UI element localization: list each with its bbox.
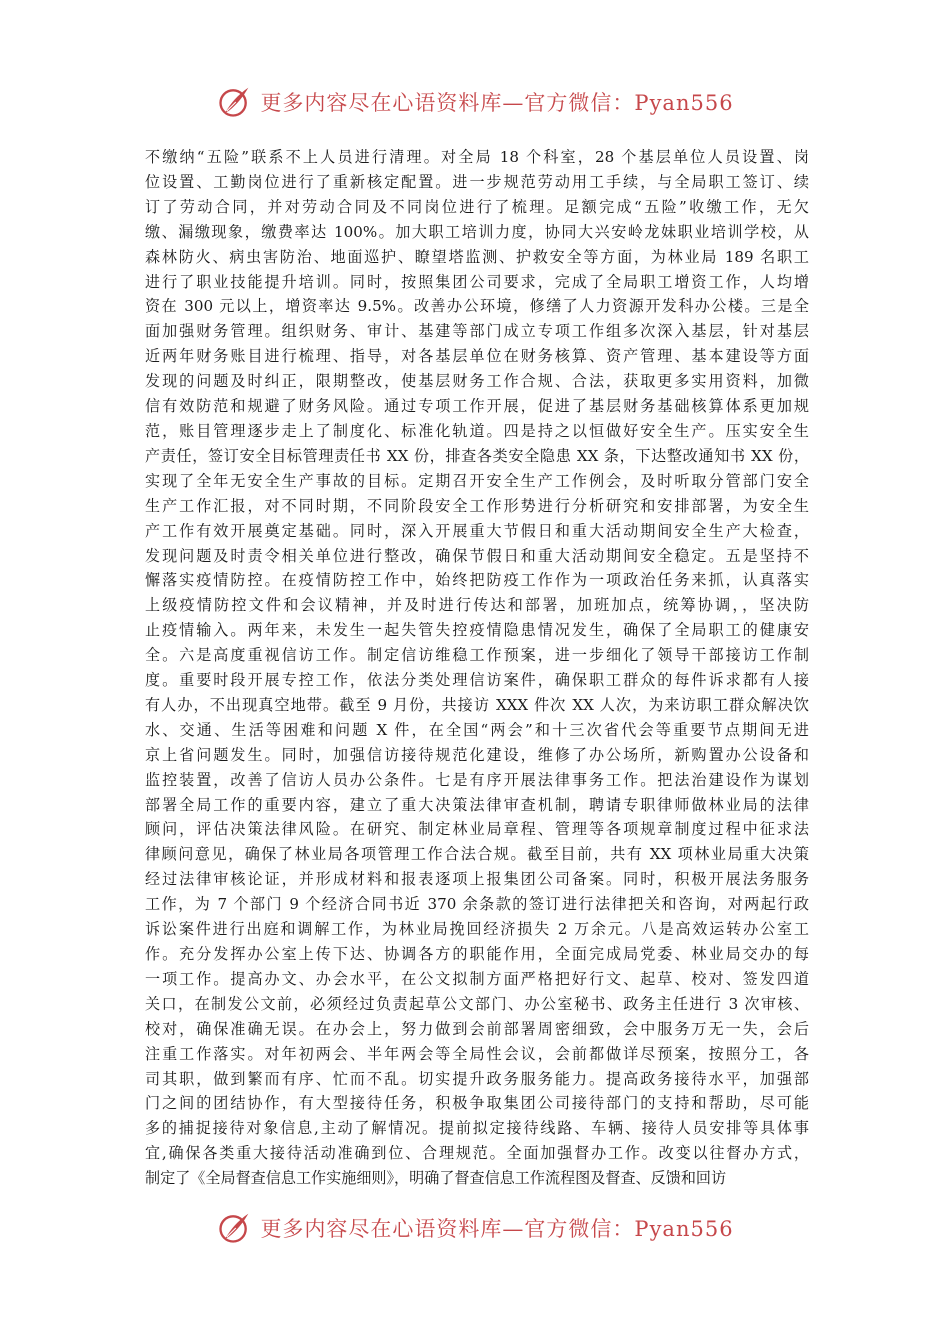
document-line: 不缴纳“五险”联系不上人员进行清理。对全局 18 个科室，28 个基层单位人员设置、岗 [145,148,809,166]
document-line: 司其职，做到繁而有序、忙而不乱。切实提升政务服务能力。提高政务接待水平，加强部 [145,1069,809,1088]
document-line: 位设置、工勤岗位进行了重新核定配置。进一步规范劳动用工手续，与全局职工签订、续 [145,172,809,191]
document-line: 生产工作汇报，对不同时期，不同阶段安全工作形势进行分析研究和安排部署，为安全生 [145,496,809,515]
document-line: 关口，在制发公文前，必须经过负责起草公文部门、办公室秘书、政务主任进行 3 次审核、 [145,994,809,1013]
header-watermark-banner [0,80,950,124]
document-line: 信有效防范和规避了财务风险。通过专项工作开展，促进了基层财务基础核算体系更加规 [145,397,809,416]
header-watermark-text: 更多内容尽在心语资料库—官方微信：Pyan556 [260,91,734,115]
document-line: 全。六是高度重视信访工作。制定信访维稳工作预案，进一步细化了领导干部接访工作制 [145,646,809,665]
quill-seal-logo-icon [216,84,252,120]
document-line: 门之间的团结协作，有大型接待任务，积极争取集团公司接待部门的支持和帮助，尽可能 [145,1094,809,1113]
document-line: 近两年财务账目进行梳理、指导，对各基层单位在财务核算、资产管理、基本建设等方面 [145,347,809,366]
footer-watermark-banner [0,1206,950,1250]
document-line: 制定了《全局督查信息工作实施细则》，明确了督查信息工作流程图及督查、反馈和回访 [145,1169,727,1188]
document-line: 宜,确保各类重大接待活动准确到位、合理规范。全面加强督办工作。改变以往督办方式， [145,1144,809,1163]
document-line: 发现问题及时责令相关单位进行整改，确保节假日和重大活动期间安全稳定。五是坚持不 [145,546,809,565]
document-line: 止疫情输入。两年来，未发生一起失管失控疫情隐患情况发生，确保了全局职工的健康安 [145,621,809,640]
document-line: 森林防火、病虫害防治、地面巡护、瞭望塔监测、护救安全等方面，为林业局 189 名职工 [145,247,809,266]
document-line: 缴、漏缴现象，缴费率达 100%。加大职工培训力度，协同大兴安岭龙妹职业培训学校，从 [145,222,809,241]
document-line: 水、交通、生活等困难和问题 X 件，在全国“两会”和十三次省代会等重要节点期间无进 [145,720,809,739]
document-line: 实现了全年无安全生产事故的目标。定期召开安全生产工作例会，及时听取分管部门安全 [145,471,809,490]
document-line: 注重工作落实。对年初两会、半年两会等全局性会议，会前都做详尽预案，按照分工，各 [145,1044,809,1063]
document-line: 经过法律审核论证，并形成材料和报表逐项上报集团公司备案。同时，积极开展法务服务 [145,870,809,889]
document-line: 多的捕捉接待对象信息,主动了解情况。提前拟定接待线路、车辆、接待人员安排等具体事 [145,1119,809,1138]
document-line: 作。充分发挥办公室上传下达、协调各方的职能作用，全面完成局党委、林业局交办的每 [145,945,809,963]
footer-watermark-text: 更多内容尽在心语资料库—官方微信：Pyan556 [260,1217,734,1241]
document-line: 部署全局工作的重要内容，建立了重大决策法律审查机制，聘请专职律师做林业局的法律 [145,795,809,814]
document-line: 校对，确保准确无误。在办会上，努力做到会前部署周密细致，会中服务万无一失，会后 [145,1019,809,1038]
document-line: 上级疫情防控文件和会议精神，并及时进行传达和部署，加班加点，统筹协调，，坚决防 [145,596,809,615]
document-line: 订了劳动合同，并对劳动合同及不同岗位进行了梳理。足额完成“五险”收缴工作，无欠 [145,197,809,216]
document-line: 诉讼案件进行出庭和调解工作，为林业局挽回经济损失 2 万余元。八是高效运转办公室工 [145,920,809,939]
document-line: 进行了职业技能提升培训。同时，按照集团公司要求，完成了全局职工增资工作，人均增 [145,272,809,291]
document-line: 范，账目管理逐步走上了制度化、标准化轨道。四是持之以恒做好安全生产。压实安全生 [145,421,809,440]
document-line: 顾问，评估决策法律风险。在研究、制定林业局章程、管理等各项规章制度过程中征求法 [145,820,809,839]
document-line: 发现的问题及时纠正，限期整改，使基层财务工作合规、合法，获取更多实用资料，加微 [145,372,809,391]
document-line: 产责任，签订安全目标管理责任书 XX 份，排查各类安全隐患 XX 条，下达整改通知书 XX 份， [145,446,809,465]
document-line: 资在 300 元以上，增资率达 9.5%。改善办公环境，修缮了人力资源开发科办公楼。三是全 [145,297,809,316]
document-line: 一项工作。提高办文、办会水平，在公文拟制方面严格把好行文、起草、校对、签发四道 [145,969,809,988]
document-line: 产工作有效开展奠定基础。同时，深入开展重大节假日和重大活动期间安全生产大检查， [145,521,809,540]
document-line: 监控装置，改善了信访人员办公条件。七是有序开展法律事务工作。把法治建设作为谋划 [145,770,809,789]
document-line: 度。重要时段开展专控工作，依法分类处理信访案件，确保职工群众的每件诉求都有人接 [145,671,809,690]
document-body [145,145,809,1191]
quill-seal-logo-icon [216,1210,252,1246]
document-line: 工作，为 7 个部门 9 个经济合同书近 370 余条款的签订进行法律把关和咨询，对两起行政 [145,895,809,914]
document-line: 懈落实疫情防控。在疫情防控工作中，始终把防疫工作作为一项政治任务来抓，认真落实 [145,571,809,590]
document-line: 有人办，不出现真空地带。截至 9 月份，共接访 XXX 件次 XX 人次，为来访职工群众解决饮 [145,695,809,714]
document-line: 面加强财务管理。组织财务、审计、基建等部门成立专项工作组多次深入基层，针对基层 [145,322,809,341]
document-line: 京上省问题发生。同时，加强信访接待规范化建设，维修了办公场所，新购置办公设备和 [145,745,809,764]
document-line: 律顾问意见，确保了林业局各项管理工作合法合规。截至目前，共有 XX 项林业局重大决策 [145,845,809,864]
